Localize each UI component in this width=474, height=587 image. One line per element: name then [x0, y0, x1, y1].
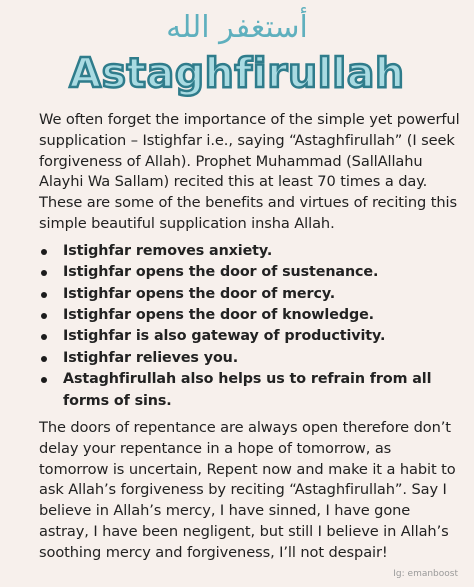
- bullet-icon: [41, 377, 47, 383]
- list-item-text: Istighfar is also gateway of productivity.: [63, 328, 386, 345]
- list-item: [39, 326, 463, 347]
- bullet-icon: [41, 249, 47, 255]
- bullet-icon: [41, 356, 47, 362]
- list-item: [39, 284, 463, 305]
- list-item: [39, 241, 463, 262]
- list-item-text: Istighfar relieves you.: [63, 349, 239, 366]
- intro-paragraph: We often forget the importance of the simple yet powerful supplication – Istighfar i.e., saying “Astaghfirullah” (I seek forgiveness of Allah). Prophet Muhammad (SallAllahu Alayhi Wa Sallam) recited this at least 70 times a day. These are some of the benefits and virtues of reciting this simple beautiful supplication insha Allah.: [39, 111, 460, 232]
- benefits-list: [39, 241, 463, 412]
- bullet-icon: [41, 334, 47, 340]
- list-item-text: Istighfar removes anxiety.: [63, 242, 273, 259]
- bullet-icon: [41, 292, 47, 298]
- bullet-icon: [41, 313, 47, 319]
- list-item-text: Astaghfirullah also helps us to refrain from all forms of sins.: [63, 371, 432, 409]
- list-item: [39, 262, 463, 283]
- bullet-icon: [41, 270, 47, 276]
- list-item: [39, 369, 463, 412]
- credit-label: Ig: emanboost: [393, 569, 458, 579]
- closing-paragraph: The doors of repentance are always open therefore don’t delay your repentance in a hope of tomorrow, as tomorrow is uncertain, Repent now and make it a habit to ask Allah’s forgiveness by reciting “Astaghfirullah”. Say I believe in Allah’s mercy, I have sinned, I have gone astray, I have been negligent, but still I believe in Allah’s soothing mercy and forgiveness, I’ll not despair!: [39, 419, 456, 561]
- list-item-text: Istighfar opens the door of mercy.: [63, 285, 336, 302]
- list-item: [39, 348, 463, 369]
- main-content: [39, 110, 463, 564]
- list-item-text: Istighfar opens the door of sustenance.: [63, 264, 379, 281]
- page-title: Astaghfirullah: [69, 49, 405, 97]
- list-item: [39, 305, 463, 326]
- arabic-title: أستغفر الله: [166, 10, 308, 45]
- list-item-text: Istighfar opens the door of knowledge.: [63, 307, 375, 323]
